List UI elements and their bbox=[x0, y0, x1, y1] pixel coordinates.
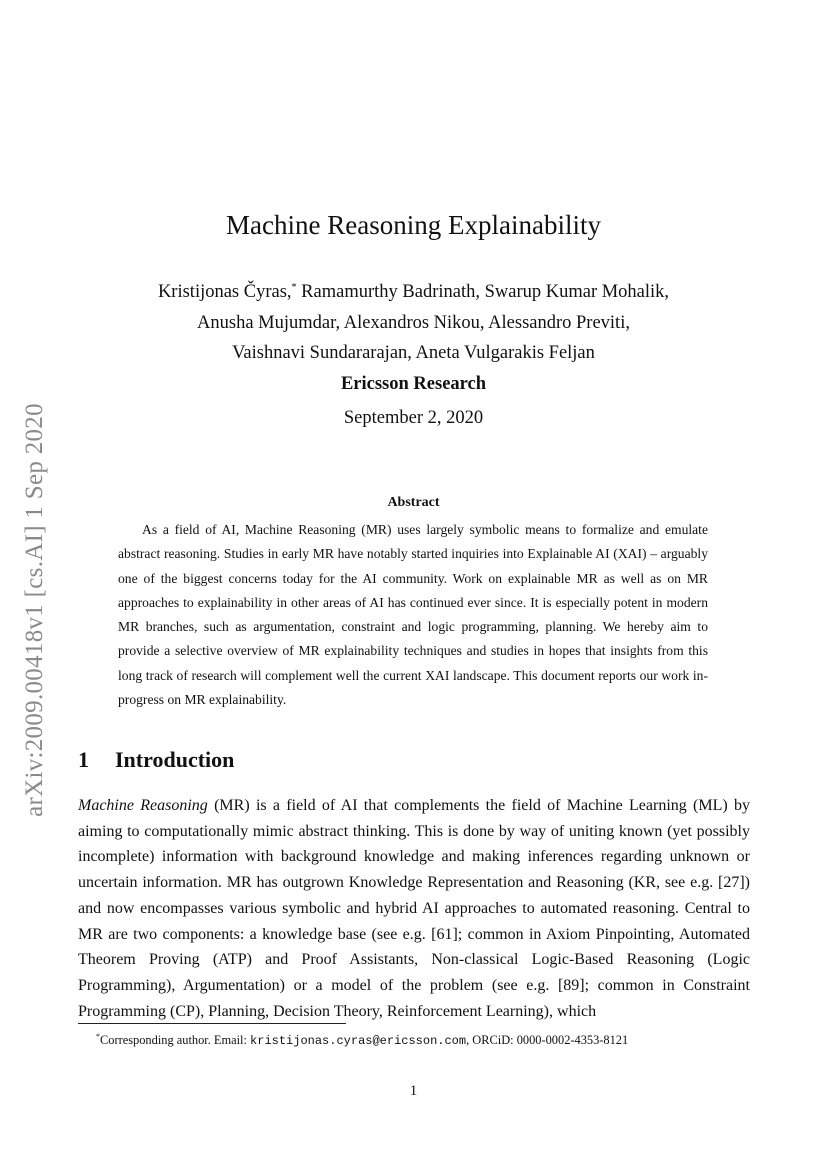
section-title: Introduction bbox=[115, 747, 235, 772]
footnote bbox=[96, 1028, 628, 1050]
abstract-heading: Abstract bbox=[387, 495, 440, 510]
publication-date: September 2, 2020 bbox=[343, 408, 484, 428]
author-line-1 bbox=[0, 273, 827, 308]
footnote-prefix: Corresponding author. Email: bbox=[100, 1033, 251, 1047]
author-line-2: Anusha Mujumdar, Alexandros Nikou, Alessandro Previti, bbox=[197, 312, 630, 333]
corresponding-author-mark: * bbox=[291, 282, 297, 293]
footnote-suffix: , ORCiD: 0000-0002-4353-8121 bbox=[466, 1033, 629, 1047]
arxiv-side-stamp: arXiv:2009.00418v1 [cs.AI] 1 Sep 2020 bbox=[21, 403, 48, 817]
section-number: 1 bbox=[78, 747, 89, 772]
introduction-text: (MR) is a field of AI that complements the field of Machine Learning (ML) by aiming to computationally mimic abstract thinking. This is done by way of uniting known (yet possibly incomplete) information with background knowledge and making inferences regarding unknown or uncertain information. MR has outgrown Knowledge Representation and Reasoning (KR, see e.g. [27]) and now encompasses various symbolic and hybrid AI approaches to automated reasoning. Central to MR are two components: a knowledge base (see e.g. [61]; common in Axiom Pinpointing, Automated Theorem Proving (ATP) and Proof Assistants, Non-classical Logic-Based Reasoning (Logic Programming), Argumentation) or a model of the problem (see e.g. [89]; common in Constraint Programming (CP), Planning, Decision Theory, Reinforcement Learning), which bbox=[78, 797, 750, 1020]
abstract-text: As a field of AI, Machine Reasoning (MR) uses largely symbolic means to formalize and emulate abstract reasoning. Studies in early MR have notably started inquiries into Explainable AI (XAI) – arguably one of the biggest concerns today for the AI community. Work on explainable MR as well as on MR approaches to explainability in other areas of AI has continued ever since. It is especially potent in modern MR branches, such as argumentation, constraint and logic programming, planning. We hereby aim to provide a selective overview of MR explainability techniques and studies in hopes that insights from this long track of research will complement well the current XAI landscape. This document reports our work in-progress on MR explainability. bbox=[118, 522, 708, 708]
section-heading bbox=[78, 745, 234, 775]
footnote-divider bbox=[78, 1023, 346, 1024]
author-block bbox=[0, 273, 827, 399]
affiliation: Ericsson Research bbox=[340, 373, 487, 394]
first-author: Kristijonas Čyras, bbox=[157, 282, 292, 302]
footnote-email: kristijonas.cyras@ericsson.com bbox=[250, 1034, 467, 1048]
paper-title: Machine Reasoning Explainability bbox=[226, 210, 601, 240]
author-line-1-rest: Ramamurthy Badrinath, Swarup Kumar Mohalik, bbox=[296, 282, 670, 302]
author-line-3: Vaishnavi Sundararajan, Aneta Vulgarakis Feljan bbox=[232, 343, 595, 363]
page-number: 1 bbox=[409, 1083, 418, 1099]
introduction-paragraph bbox=[78, 793, 750, 1024]
footnote-mark: * bbox=[96, 1032, 100, 1041]
lead-term: Machine Reasoning bbox=[78, 797, 208, 814]
